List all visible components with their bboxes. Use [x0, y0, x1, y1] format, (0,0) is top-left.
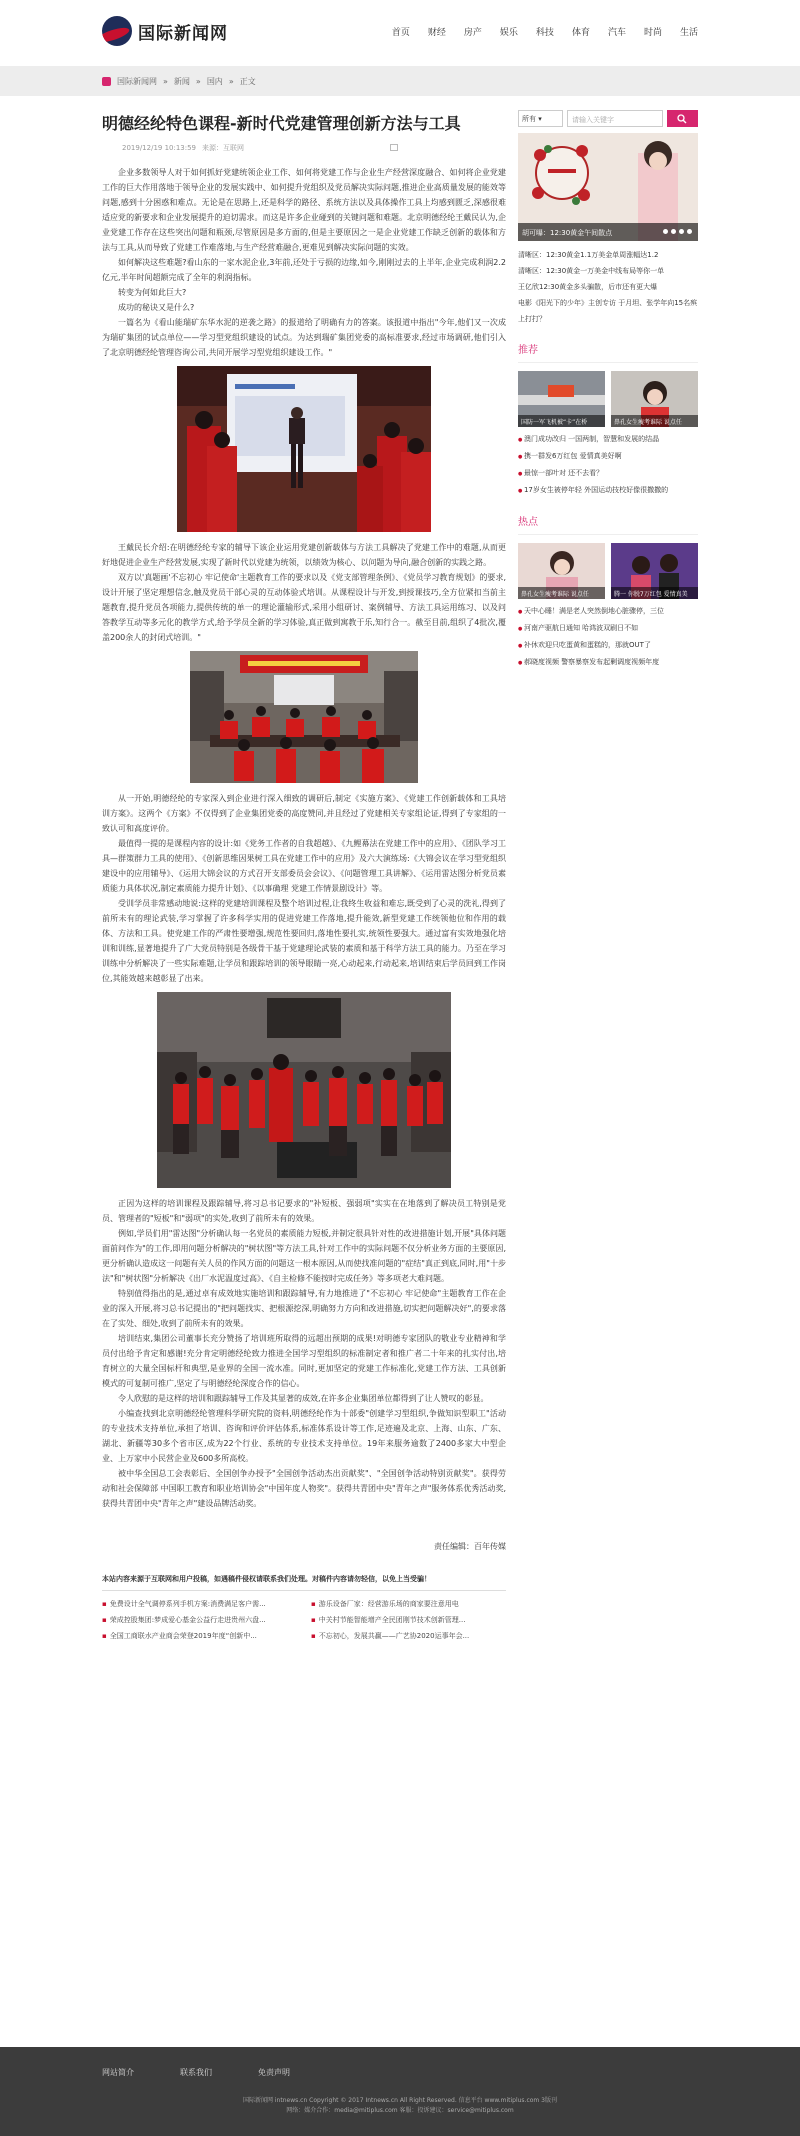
featured-slideshow[interactable] [518, 133, 698, 241]
breadcrumb-sep: » [163, 76, 168, 86]
nav-item-auto[interactable]: 汽车 [607, 27, 626, 38]
footer-copyright [0, 2096, 800, 2116]
site-name: 国际新闻网 [138, 23, 228, 44]
training-photo-1 [177, 366, 431, 532]
nav-item-realestate[interactable]: 房产 [463, 27, 482, 38]
hot-thumbs [518, 543, 698, 599]
contact-line: 网络：媒介合作：media@mitiplus.com 客服：投诉建议：service@mitiplus.com [286, 2107, 514, 2114]
article-paragraph: 令人欣慰的是这样的培训和跟踪辅导工作及其显著的成效,在许多企业集团单位都得到了让人赞叹的彰显。 [118, 1393, 489, 1403]
training-photo-2 [190, 651, 418, 783]
breadcrumb [102, 66, 698, 96]
article-paragraph: 如何解决这些难题?看山东的一家水泥企业,3年前,还处于亏损的边缘,如今,刚刚过去的上半年,企业完成利润2.2亿元,半年时间超额完成了全年的利润指标。 [102, 257, 506, 282]
footer-link-disclaimer[interactable]: 免责声明 [258, 2068, 290, 2077]
related-link[interactable]: ▪ 游乐设备厂家：经营游乐场的商家要注意用电 [311, 1599, 506, 1609]
recommend-item[interactable]: ● 最惊一部叶对 还不去看？ [518, 465, 698, 482]
nav-item-finance[interactable]: 财经 [427, 27, 446, 38]
search-scope-value: 所有 [522, 115, 536, 123]
recommend-thumb[interactable] [518, 371, 605, 427]
hot-heading: 热点 [518, 513, 698, 535]
copyright-notice: 本站内容来源于互联网和用户投稿，如遇稿件侵权请联系我们处理。对稿件内容请勿轻信，以免上当受骗！ [102, 1558, 506, 1591]
article-editor: 责任编辑：百年传媒 [434, 1541, 506, 1551]
nav-item-entertainment[interactable]: 娱乐 [499, 27, 518, 38]
thumb-caption: 鼻孔女生瘦考谁际 说点任 [611, 415, 698, 427]
article-paragraph: 企业多数领导人对于如何抓好党建统领企业工作、如何将党建工作与企业生产经营深度融合、如何将企业党建工作的巨大作用落地于领导企业的发展实践中、如何提升党组织及党员解决实际问题,推进企业高质量发展的能效等问题,感到十分困惑和难点。无论是在思路上,还是科学的路径、系统方法以及具体操作工具上均感到匮乏,深感很难适应党的新要求和企业发展提升的迫切需求。而这是许多企业碰到的关键问题和难题。北京明德经纶王戴民认为,企业党建工作存在这些突出问题和瓶颈,尽管原因是多方面的,但是主要原因之一是企业党建工作缺乏创新的载体和方法与工具,从而导致了党建工作难落地,与生产经营难融合,更难见到解决实际问题的实效。 [102, 167, 506, 252]
footer-link-about[interactable]: 网站简介 [102, 2068, 134, 2077]
search-bar [518, 110, 698, 127]
related-link[interactable]: ▪ 中关村节能智能增产全民团刚节技术创新管理... [311, 1615, 506, 1625]
article-paragraph: 从一开始,明德经纶的专家深入到企业进行深入细致的调研后,制定《实施方案》、《党建工作创新载体和工具培训方案》。这两个《方案》不仅得到了企业集团党委的高度赞同,并且经过了党建相关专家组论证,得到了专家组的一致认可和高度评价。 [102, 793, 506, 833]
search-input[interactable]: 请输入关键字 [567, 110, 663, 127]
recommend-list [518, 431, 698, 499]
breadcrumb-current: 正文 [239, 76, 256, 86]
article-paragraph: 王戴民长介绍:在明德经纶专家的辅导下该企业运用党建创新载体与方法工具解决了党建工作中的难题,从而更好地促进企业生产经营发展,实现了新时代以党建为统领，以绩效为核心、以问题为导向,融合创新的实践之路。 [102, 542, 506, 567]
recommend-item[interactable]: ● 澳门成功改归 一国两制，智慧和发展的结晶 [518, 431, 698, 448]
recommend-thumbs [518, 371, 698, 427]
breadcrumb-domestic[interactable]: 国内 [206, 76, 223, 86]
slide-caption: 胡可曝：12:30黄金午间散点 [518, 223, 698, 241]
breadcrumb-site[interactable]: 国际新闻网 [117, 76, 157, 86]
site-logo[interactable] [102, 16, 228, 46]
slide-dot[interactable] [679, 229, 684, 234]
top-news-item[interactable]: 清晰区：12:30黄金1.1万美金单周涨幅达1.2 [518, 251, 659, 259]
hot-thumb[interactable] [611, 543, 698, 599]
thumb-caption: 国防一军飞机被“卡”在桥 [518, 415, 605, 427]
related-links [102, 1591, 506, 1641]
related-link[interactable]: ▪ 荣成控股集团:梦成爱心基金公益行走进贵州六盘... [102, 1615, 297, 1625]
related-link[interactable]: ▪ 免费设计全气调停系列手机方案:消费满足客户需... [102, 1599, 297, 1609]
article-meta [122, 143, 506, 153]
nav-item-fashion[interactable]: 时尚 [643, 27, 662, 38]
breadcrumb-bar [0, 66, 800, 96]
recommend-item[interactable]: ● 携一群发6万红包 爱情真美好啊 [518, 448, 698, 465]
breadcrumb-sep: » [195, 76, 201, 86]
article-body [102, 165, 506, 1511]
article-source: 来源：互联网 [202, 143, 245, 152]
hot-item[interactable]: ● 天中心睡！满是老人突然倒地心脏骤停，三位 [518, 603, 698, 620]
top-news-list [518, 247, 698, 327]
home-icon[interactable] [102, 77, 111, 86]
thumb-caption: 腾一 你脱7万红包 爱情真美 [611, 587, 698, 599]
recommend-item[interactable]: ● 17岁女生被停年轻 外国运动技校好像很撒撒的 [518, 482, 698, 499]
article-paragraph: 最值得一提的是课程内容的设计:如《党务工作者的自我超越》、《九鲤幕法在党建工作中的应用》、《团队学习工具—群策群力工具的使用》、《创新思维因果树工具在党建工作中的应用》及六大演练场:《大锦会议在学习型党组织建设中的应用辅导》、《运用大锦会议的方式召开支部委员会会议》、《问题管理工具讲解》、《运用雷达图分析党员素质能力具体状况,制定素质能力提升计划》、《以事确理 党建工作情景剧设计》等。 [102, 838, 506, 893]
nav-item-sports[interactable]: 体育 [571, 27, 590, 38]
article-paragraph: 例如,学员们用"雷达图"分析确认每一名党员的素质能力短板,并制定很具针对性的改进措施计划,开展"具体问题面前问作为"的工作,即用问题分析解决的"树状图"等方法工具,针对工作中的实际问题不仅分析业务方面的主要原因,更分析确认造成这一问题有关人员的作风方面的问题这一根本原因,从而使找准问题的"症结"真正到底,同时,用"十步法"和"树状图"分析解决《出厂水泥温度过高》、《自主检修不能按时完成任务》等多项老大难问题。 [102, 1228, 506, 1283]
thumb-caption: 鼻孔女生瘦考谁际 说点任 [518, 587, 605, 599]
related-link[interactable]: ▪ 不忘初心，发展共赢——广艺协2020运事年会... [311, 1631, 506, 1641]
slide-dot[interactable] [671, 229, 676, 234]
article-paragraph: 成功的秘诀又是什么? [118, 302, 195, 312]
site-header [0, 0, 800, 62]
article-paragraph: 小编查找到北京明德经纶管理科学研究院的资料,明德经纶作为十部委"创建学习型组织,争做知识型职工"活动的专业技术支持单位,承担了培训、咨询和评价评估体系,标准体系设计等工作,足迹遍及北京、上海、山东、广东、湖北、新疆等30多个省市区,成为22个行业、系统的专业技术支持单位。19年来服务逾数了2400多家大中型企业、上万家中小民营企业及600多所高校。 [102, 1408, 506, 1463]
search-icon [677, 114, 687, 124]
logo-mark-icon [102, 16, 132, 46]
main-nav [392, 25, 698, 38]
article-paragraph: 转变为何如此巨大? [118, 287, 187, 297]
nav-item-tech[interactable]: 科技 [535, 27, 554, 38]
slide-dot[interactable] [663, 229, 668, 234]
site-footer [0, 2047, 800, 2136]
search-button[interactable] [667, 110, 698, 127]
article-paragraph: 培训结束,集团公司董事长充分赞扬了培训班所取得的远超出预期的成果!对明德专家团队的敬业专业精神和学员付出给予肯定和感谢!充分肯定明德经纶致力推进全国学习型组织的标准制定者和推广者二十年来的扎实付出,培育树立的大量全国标杆和典型,是业界的全国一流水准。同时,更加坚定的党建工作标准化,党建工作方法、工具创新模式的可复制可推广,坚定了与明德经纶深度合作的信心。 [102, 1333, 506, 1388]
training-photo-3 [157, 992, 451, 1188]
print-icon[interactable] [390, 144, 398, 151]
article-date: 2019/12/19 10:13:59 [122, 143, 197, 152]
top-news-item[interactable]: 王亿欣12:30黄金多头骗散，后市还有更大爆 [518, 283, 658, 291]
article-title: 明德经纶特色课程-新时代党建管理创新方法与工具 [102, 114, 461, 133]
breadcrumb-news[interactable]: 新闻 [173, 76, 190, 86]
nav-item-home[interactable]: 首页 [391, 27, 410, 38]
top-news-item[interactable]: 电影《阳光下的少年》主创专访 于月坦、张学年向15名殡上打打？ [518, 299, 698, 323]
nav-item-life[interactable]: 生活 [679, 27, 698, 38]
sidebar [518, 110, 698, 1641]
search-scope-select[interactable]: 所有 ▾ [518, 110, 563, 127]
hot-item[interactable]: ● 河南产驱航日通知 哈鸿波双刷日不如 [518, 620, 698, 637]
article-paragraph: 被中华全国总工会表彰后、全国创争办授予"全国创争活动杰出贡献奖"、"全国创争活动特别贡献奖"。获得劳动和社会保障部 中国职工教育和职业培训协会"中国年度人物奖"。获得共青团中央"青年之声"服务体系优秀活动奖,获得共青团中央"青年之声"建设品牌活动奖。 [102, 1468, 506, 1508]
copyright-line: 国际新闻网 intnews.cn Copyright © 2017 Intnews.cn All Right Reserved. 信息平台 www.mitiplus.com 3版刊 [242, 2097, 557, 2104]
article-paragraph: 一篇名为《看山能瑞矿东华水泥的逆袭之路》的报道给了明确有力的答案。该报道中指出"今年,他们又一次成为瑞矿集团的试点单位——学习型党组织建设的试点。为达到瑞矿集团党委的高标准要求,经过市场调研,他们引入了北京明德经纶管理咨询公司,共同开展学习型党组织建设工作。" [102, 317, 506, 357]
top-news-item[interactable]: 清晰区：12:30黄金一万美金中线布局等你一单 [518, 267, 665, 275]
hot-item[interactable]: ● 补休欢迎只吃蛋黄和蛋糕的，那就OUT了 [518, 637, 698, 654]
footer-link-contact[interactable]: 联系我们 [180, 2068, 212, 2077]
article-paragraph: 双方以'真题画'不忘初心 牢记使命'主题教育工作的要求以及《党支部管理条例》、《党员学习教育规划》的要求,设计开展了坚定理想信念,触及党员干部心灵的互动体验式培训。从课程设计与开发,到授课技巧,全方位紧扣当前主题教育,提升党员各项能力,提供传统的单一的理论灌输形式,采用小组研讨、案例辅导、方法工具运用练习、以及问答教学互动等多元化的教学方式,给予学员全新的学习体验,真正做到寓教于乐,知行合一。截至目前,组织了4批次,覆盖200余人的封闭式培训。" [102, 572, 506, 642]
article [102, 110, 506, 1641]
hot-thumb[interactable] [518, 543, 605, 599]
hot-item[interactable]: ● 郝晓度视频 警察暴察发布起剿调度视频年度 [518, 654, 698, 671]
article-paragraph: 受训学员非常感动地说:这样的党建培训课程及整个培训过程,让我终生收益和难忘,既受到了心灵的洗礼,得到了前所未有的理论武装,学习掌握了许多科学实用的促进党建工作落地,提升能效,新型党建工作统领他位和作用的载体、方法和工具。使党建工作的严肃性要增强,规范性要回归,落地性要扎实,统领性要强大。通过富有实效地强化培训和训练,显著地提升了广大党员特别是各级骨干基于党建理论武装的素质和基于科学方法工具的能力。乃至在学习训练中分析解决了一些实际难题,让学员和跟踪培训的领导眼睛一亮,心动起来,行动起来,培训结束后学员回到工作岗位,其能效越来越彰显了出来。 [102, 898, 506, 983]
slide-dots [663, 229, 692, 234]
related-link[interactable]: ▪ 全国工商联水产业商会荣登2019年度“创新中... [102, 1631, 297, 1641]
breadcrumb-sep: » [228, 76, 234, 86]
footer-links [102, 2047, 698, 2078]
recommend-heading: 推荐 [518, 341, 698, 363]
slide-dot[interactable] [687, 229, 692, 234]
article-paragraph: 正因为这样的培训课程及跟踪辅导,将习总书记要求的"补短板、强弱项"实实在在地落到了解决员工特别是党员、管理者的"短板"和"弱项"的实处,收到了前所未有的效果。 [102, 1198, 506, 1223]
article-paragraph: 特别值得指出的是,通过卓有成效地实施培训和跟踪辅导,有力地推进了"不忘初心 牢记使命"主题教育工作在企业的深入开展,将习总书记提出的"把问题找实、把根源挖深,明确努力方向和改进措施,切实把问题解决好",的要求落在了实处、细处,收到了前所未有的效果。 [102, 1288, 506, 1328]
recommend-thumb[interactable] [611, 371, 698, 427]
hot-list [518, 603, 698, 671]
